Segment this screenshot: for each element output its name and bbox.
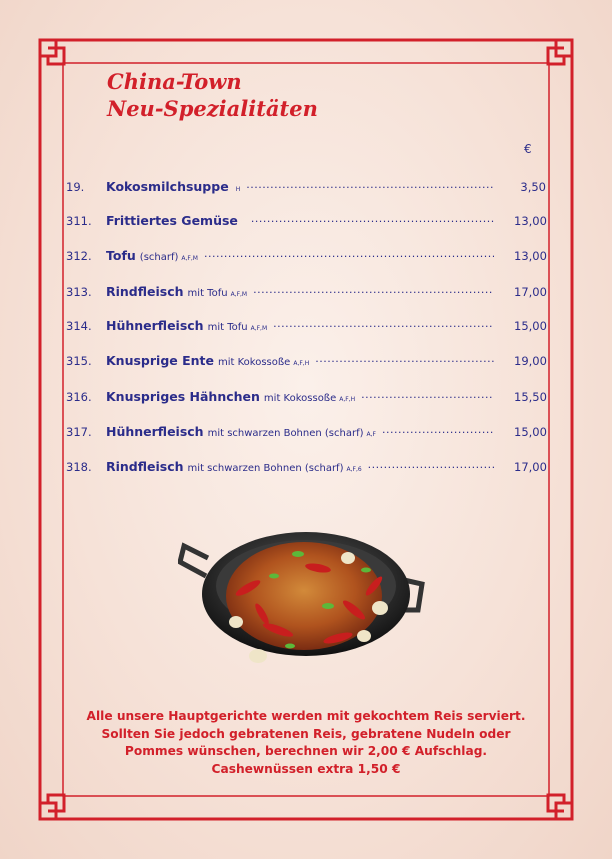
item-name: Rindfleisch (106, 284, 184, 299)
dot-leader (253, 282, 494, 296)
item-name: Kokosmilchsuppe (106, 179, 229, 194)
item-number: 316. (66, 390, 92, 404)
footer-line: Sollten Sie jedoch gebratenen Reis, gebratene Nudeln oder (101, 726, 511, 741)
item-allergens: H (235, 186, 241, 193)
item-number: 315. (66, 354, 92, 368)
item-description: mit schwarzen Bohnen (scharf) (207, 428, 364, 439)
item-description: mit Kokossoße (263, 393, 337, 404)
dot-leader (204, 246, 494, 260)
item-number: 311. (66, 214, 92, 228)
dot-leader (368, 457, 494, 471)
item-name: Knuspriges Hähnchen (106, 389, 260, 404)
dot-leader (361, 387, 494, 401)
menu-item (66, 422, 546, 440)
menu-item (66, 177, 546, 195)
menu-item (66, 211, 546, 229)
wok-dish-icon (178, 518, 434, 678)
item-name: Knusprige Ente (106, 353, 214, 368)
item-number: 317. (66, 425, 92, 439)
dot-leader (246, 177, 494, 191)
footer-note (60, 708, 552, 778)
menu-item (66, 351, 546, 369)
item-price: 13,00 (514, 249, 547, 263)
menu-title-line1: China-Town (107, 69, 242, 94)
item-number: 19. (66, 180, 85, 194)
item-description: mit schwarzen Bohnen (scharf) (187, 463, 344, 474)
item-number: 314. (66, 319, 92, 333)
item-allergens: A,F,H (293, 360, 310, 367)
footer-line: Alle unsere Hauptgerichte werden mit gekochtem Reis serviert. (86, 709, 526, 723)
item-price: 17,00 (514, 285, 547, 299)
item-price: 13,00 (514, 214, 547, 228)
item-price: 17,00 (514, 460, 547, 474)
menu-item (66, 246, 546, 264)
item-price: 19,00 (514, 354, 547, 368)
item-name: Hühnerfleisch (106, 424, 204, 439)
item-description: mit Kokossoße (218, 357, 291, 368)
item-name: Hühnerfleisch (106, 318, 204, 333)
item-price: 15,00 (514, 425, 547, 439)
item-description: (scharf) (139, 252, 179, 263)
menu-item (66, 316, 546, 334)
footer-line: Pommes wünschen, berechnen wir 2,00 € Aufschlag. (124, 744, 488, 758)
item-description: mit Tofu (187, 288, 228, 299)
item-allergens: A,F (366, 431, 376, 438)
item-allergens: A,F,6 (346, 466, 362, 473)
item-allergens: A,F,M (250, 325, 268, 332)
menu-item (66, 282, 546, 300)
menu-item (66, 457, 546, 475)
item-price: 15,50 (514, 390, 547, 404)
item-number: 318. (66, 460, 92, 474)
item-price: 15,00 (514, 319, 547, 333)
dot-leader (251, 211, 494, 225)
item-allergens: A,F,M (181, 255, 198, 262)
menu-item (66, 387, 546, 405)
footer-line: Cashewnüssen extra 1,50 € (211, 761, 401, 776)
item-name: Tofu (106, 248, 136, 263)
dot-leader (273, 316, 494, 330)
item-allergens: A,F,M (230, 291, 248, 298)
currency-header: € (524, 142, 532, 156)
item-price: 3,50 (520, 180, 546, 194)
dot-leader (315, 351, 494, 365)
dot-leader (382, 422, 494, 436)
item-allergens: A,F,H (339, 396, 356, 403)
menu-title (107, 68, 318, 122)
item-number: 313. (66, 285, 92, 299)
item-name: Rindfleisch (106, 459, 184, 474)
item-number: 312. (66, 249, 92, 263)
item-name: Frittiertes Gemüse (106, 213, 238, 228)
menu-title-line2: Neu-Spezialitäten (107, 96, 318, 121)
item-description: mit Tofu (207, 322, 248, 333)
